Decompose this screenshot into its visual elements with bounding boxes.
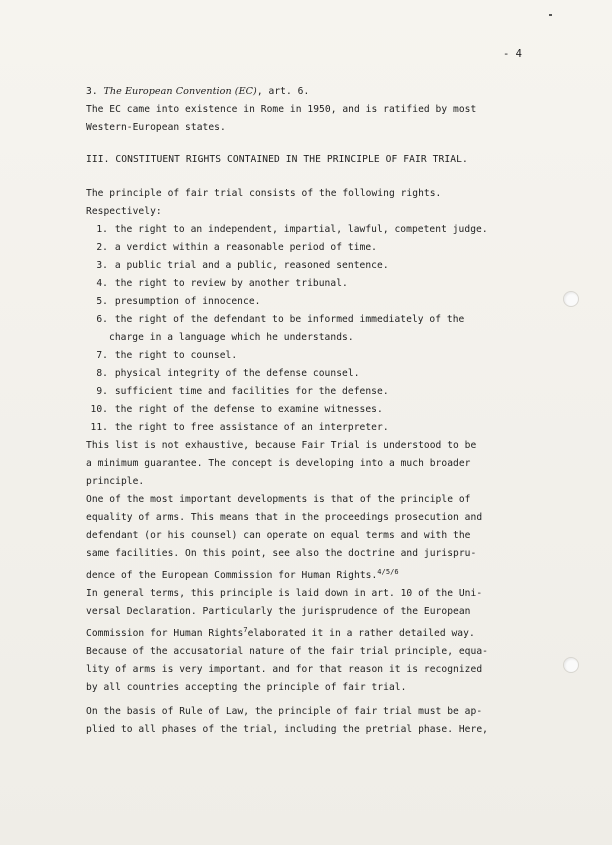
list-item: 4. the right to review by another tribunal.: [96, 278, 348, 289]
paragraph-line: by all countries accepting the principle of fair trial.: [86, 682, 407, 694]
list-item-continuation: charge in a language which he understands.: [109, 332, 354, 343]
footnote-ref: 7: [243, 626, 248, 635]
paragraph-line: This list is not exhaustive, because Fair Trial is understood to be: [86, 440, 477, 451]
section-3-title: 3. The European Convention (EC), art. 6.: [86, 86, 310, 97]
intro-line: Respectively:: [86, 206, 162, 217]
list-item: 5. presumption of innocence.: [96, 296, 261, 307]
list-item: 9. sufficient time and facilities for the defense.: [96, 386, 389, 397]
list-item: 8. physical integrity of the defense counsel.: [96, 368, 360, 379]
document-body: [86, 83, 506, 739]
section-heading: III. CONSTITUENT RIGHTS CONTAINED IN THE PRINCIPLE OF FAIR TRIAL.: [86, 154, 468, 165]
paragraph-line: In general terms, this principle is laid down in art. 10 of the Uni-: [86, 588, 483, 600]
paragraph-line: same facilities. On this point, see also the doctrine and jurispru-: [86, 548, 477, 559]
list-item: 6. the right of the defendant to be informed immediately of the: [96, 314, 465, 325]
list-item: 10. the right of the defense to examine witnesses.: [90, 404, 383, 415]
list-item: 7. the right to counsel.: [96, 350, 238, 361]
paragraph-line: defendant (or his counsel) can operate on equal terms and with the: [86, 530, 471, 541]
punch-hole: [563, 657, 579, 673]
paragraph-line: On the basis of Rule of Law, the principle of fair trial must be ap-: [86, 706, 483, 718]
intro-line: The principle of fair trial consists of the following rights.: [86, 188, 442, 199]
paragraph-line: The EC came into existence in Rome in 1950, and is ratified by most: [86, 104, 477, 115]
paragraph-line: versal Declaration. Particularly the jurisprudence of the European: [86, 606, 471, 618]
paragraph-line: principle.: [86, 476, 145, 487]
paragraph-line: equality of arms. This means that in the proceedings prosecution and: [86, 512, 483, 523]
list-item: 1. the right to an independent, impartial, lawful, competent judge.: [96, 224, 488, 235]
rights-list: [86, 221, 506, 437]
page-number: - 4: [503, 48, 522, 60]
paragraph-line: a minimum guarantee. The concept is developing into a much broader: [86, 458, 471, 469]
corner-mark: [549, 14, 552, 16]
paragraph-line: plied to all phases of the trial, including the pretrial phase. Here,: [86, 724, 488, 736]
paragraph-line: lity of arms is very important. and for that reason it is recognized: [86, 664, 483, 676]
paragraph-line: One of the most important developments is that of the principle of: [86, 494, 471, 505]
punch-hole: [563, 291, 579, 307]
convention-title: The European Convention (EC): [103, 86, 257, 97]
paragraph-line: Commission for Human Rights$^7$elaborated it in a rather detailed way.: [86, 626, 475, 640]
list-item: 3. a public trial and a public, reasoned sentence.: [96, 260, 389, 271]
list-item: 11. the right to free assistance of an interpreter.: [90, 422, 389, 433]
paragraph-line: dence of the European Commission for Human Rights.$^{4/5/6}$: [86, 568, 399, 582]
paragraph-line: Western-European states.: [86, 122, 226, 133]
footnote-ref: 4/5/6: [377, 568, 399, 576]
paragraph-line: Because of the accusatorial nature of the fair trial principle, equa-: [86, 646, 488, 658]
list-item: 2. a verdict within a reasonable period of time.: [96, 242, 377, 253]
